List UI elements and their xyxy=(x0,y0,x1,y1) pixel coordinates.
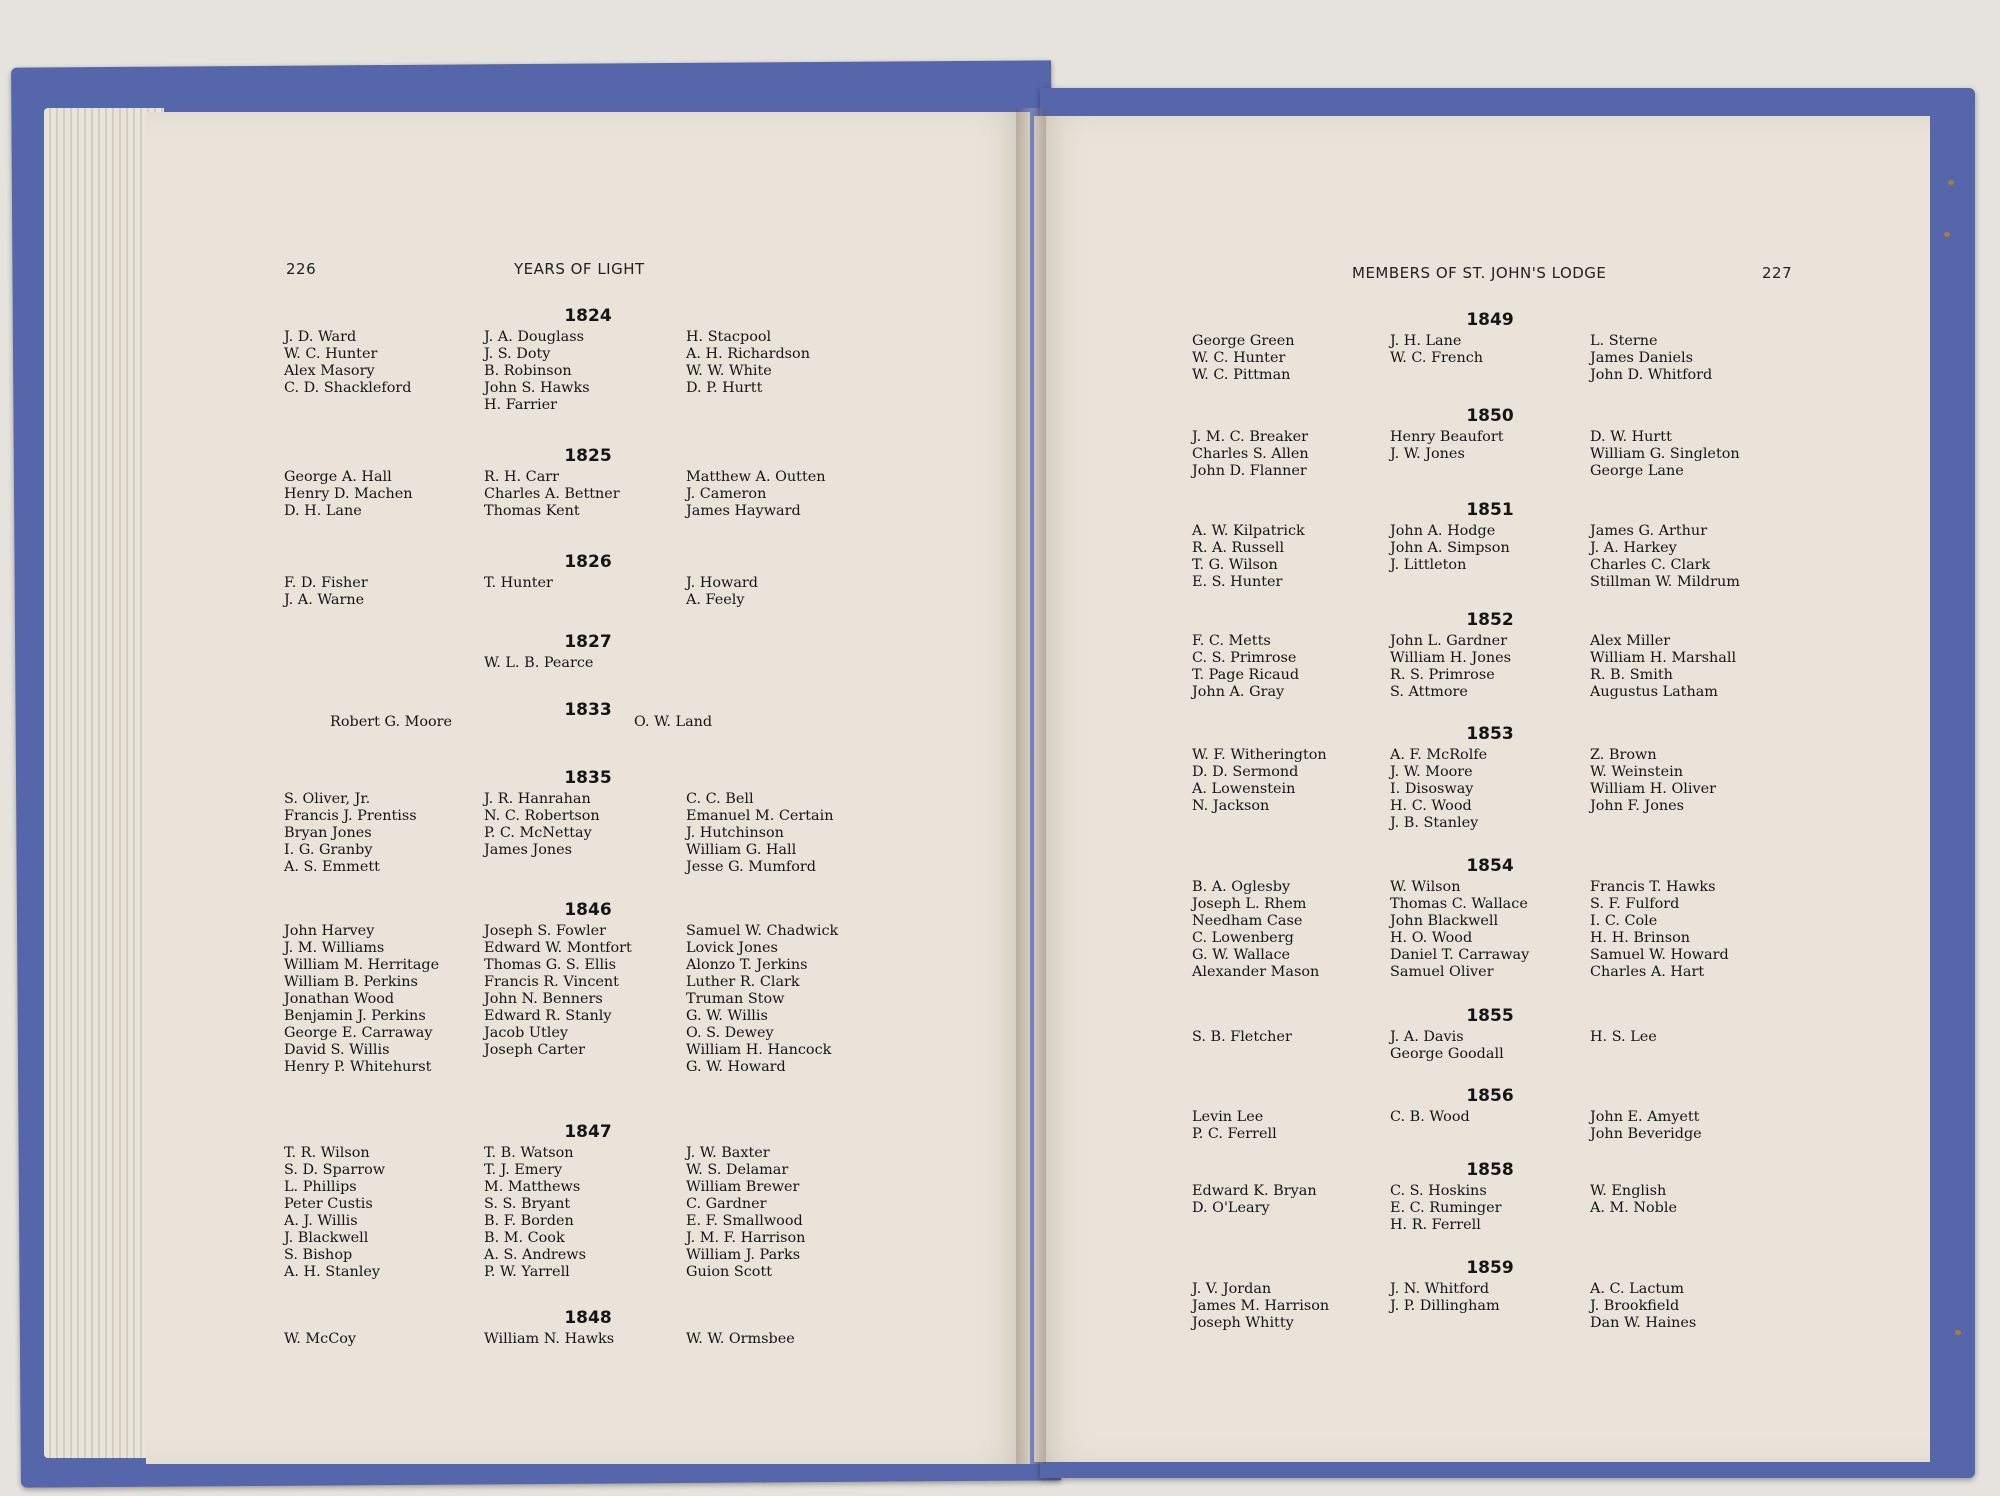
member-name: J. Hutchinson xyxy=(686,825,784,841)
member-name: J. B. Stanley xyxy=(1390,815,1479,831)
year-heading-1826: 1826 xyxy=(564,552,612,572)
member-name: Benjamin J. Perkins xyxy=(284,1008,426,1024)
name-column xyxy=(1192,633,1299,701)
name-column xyxy=(484,329,590,414)
member-name: Joseph Carter xyxy=(484,1042,586,1058)
member-name: A. S. Emmett xyxy=(284,859,380,875)
member-name: C. D. Shackleford xyxy=(284,380,412,396)
name-column xyxy=(1390,879,1529,981)
name-column xyxy=(1590,633,1736,701)
name-column xyxy=(1192,1029,1292,1046)
member-name: Dan W. Haines xyxy=(1590,1315,1697,1331)
name-column xyxy=(686,469,826,520)
member-name: C. Lowenberg xyxy=(1192,930,1294,946)
member-name: John A. Gray xyxy=(1192,684,1285,700)
member-name: M. Matthews xyxy=(484,1179,581,1195)
member-name: I. C. Cole xyxy=(1590,913,1658,929)
member-name: T. Hunter xyxy=(484,575,553,591)
member-name: H. Stacpool xyxy=(686,329,772,345)
year-heading-1855: 1855 xyxy=(1466,1006,1514,1026)
name-column xyxy=(1590,1183,1677,1217)
member-name: Henry P. Whitehurst xyxy=(284,1059,432,1075)
name-column xyxy=(484,791,600,859)
name-column xyxy=(1192,1281,1329,1332)
member-name: W. W. White xyxy=(686,363,772,379)
member-name: John A. Hodge xyxy=(1390,523,1496,539)
member-name: Robert G. Moore xyxy=(330,714,453,730)
name-column xyxy=(284,1331,356,1348)
name-column xyxy=(1590,1109,1702,1143)
member-name: Peter Custis xyxy=(284,1196,373,1212)
name-column xyxy=(1192,1109,1277,1143)
member-name: J. S. Doty xyxy=(484,346,551,362)
member-name: Henry Beaufort xyxy=(1390,429,1504,445)
member-name: Alex Miller xyxy=(1590,633,1671,649)
member-name: F. D. Fisher xyxy=(284,575,368,591)
year-heading-1858: 1858 xyxy=(1466,1160,1514,1180)
member-name: W. W. Ormsbee xyxy=(686,1331,795,1347)
member-name: J. A. Douglass xyxy=(484,329,584,345)
name-column xyxy=(1390,333,1483,367)
member-name: H. O. Wood xyxy=(1390,930,1473,946)
member-name: W. C. Pittman xyxy=(1192,367,1291,383)
name-column xyxy=(1390,1109,1470,1126)
member-name: Truman Stow xyxy=(686,991,785,1007)
member-name: C. B. Wood xyxy=(1390,1109,1470,1125)
name-column xyxy=(1390,1029,1504,1063)
name-column xyxy=(1192,429,1309,480)
member-name: George Green xyxy=(1192,333,1295,349)
member-name: John D. Whitford xyxy=(1590,367,1713,383)
member-name: John Beveridge xyxy=(1590,1126,1702,1142)
member-name: Francis R. Vincent xyxy=(484,974,619,990)
foxing-spot xyxy=(1944,232,1950,237)
year-heading-1854: 1854 xyxy=(1466,856,1514,876)
member-name: John F. Jones xyxy=(1590,798,1685,814)
member-name: Matthew A. Outten xyxy=(686,469,826,485)
left-page-number: 226 xyxy=(286,260,317,278)
name-column xyxy=(484,1331,614,1348)
member-name: W. S. Delamar xyxy=(686,1162,789,1178)
year-heading-1824: 1824 xyxy=(564,306,612,326)
member-name: J. N. Whitford xyxy=(1390,1281,1490,1297)
member-name: Joseph S. Fowler xyxy=(484,923,607,939)
member-name: D. W. Hurtt xyxy=(1590,429,1672,445)
member-name: John Blackwell xyxy=(1390,913,1499,929)
year-heading-1856: 1856 xyxy=(1466,1086,1514,1106)
member-name: J. Howard xyxy=(686,575,759,591)
year-heading-1847: 1847 xyxy=(564,1122,612,1142)
member-name: S. Attmore xyxy=(1390,684,1468,700)
name-column xyxy=(284,575,368,609)
member-name: Henry D. Machen xyxy=(284,486,413,502)
member-name: Augustus Latham xyxy=(1590,684,1718,700)
right-page xyxy=(1034,116,1930,1462)
member-name: A. F. McRolfe xyxy=(1390,747,1488,763)
member-name: P. C. Ferrell xyxy=(1192,1126,1277,1142)
member-name: G. W. Howard xyxy=(686,1059,786,1075)
member-name: T. J. Emery xyxy=(484,1162,563,1178)
member-name: John Harvey xyxy=(284,923,375,939)
member-name: J. Blackwell xyxy=(284,1230,369,1246)
member-name: E. S. Hunter xyxy=(1192,574,1283,590)
member-name: O. S. Dewey xyxy=(686,1025,774,1041)
name-column xyxy=(1590,747,1716,815)
foxing-spot xyxy=(1948,180,1954,185)
member-name: Charles A. Hart xyxy=(1590,964,1705,980)
member-name: Samuel Oliver xyxy=(1390,964,1494,980)
member-name: J. P. Dillingham xyxy=(1390,1298,1500,1314)
name-column xyxy=(1390,1183,1502,1234)
member-name: Francis J. Prentiss xyxy=(284,808,417,824)
member-name: D. D. Sermond xyxy=(1192,764,1299,780)
member-name: B. Robinson xyxy=(484,363,572,379)
member-name: S. S. Bryant xyxy=(484,1196,571,1212)
member-name: J. Littleton xyxy=(1390,557,1467,573)
name-column xyxy=(484,655,593,672)
name-column xyxy=(1590,879,1729,981)
name-column xyxy=(284,923,439,1076)
member-name: James Hayward xyxy=(686,503,801,519)
member-name: William H. Hancock xyxy=(686,1042,832,1058)
member-name: George A. Hall xyxy=(284,469,392,485)
year-heading-1848: 1848 xyxy=(564,1308,612,1328)
member-name: Needham Case xyxy=(1192,913,1303,929)
member-name: A. H. Richardson xyxy=(686,346,810,362)
member-name: D. H. Lane xyxy=(284,503,362,519)
member-name: R. S. Primrose xyxy=(1390,667,1495,683)
member-name: David S. Willis xyxy=(284,1042,390,1058)
member-name: William B. Perkins xyxy=(284,974,418,990)
member-name: H. S. Lee xyxy=(1590,1029,1657,1045)
name-column xyxy=(1390,633,1511,701)
year-heading-1851: 1851 xyxy=(1466,500,1514,520)
member-name: F. C. Metts xyxy=(1192,633,1271,649)
name-column xyxy=(1192,879,1319,981)
member-name: R. H. Carr xyxy=(484,469,560,485)
member-name: L. Sterne xyxy=(1590,333,1658,349)
member-name: W. C. French xyxy=(1390,350,1484,366)
member-name: James Jones xyxy=(484,842,573,858)
book-gutter xyxy=(1016,108,1046,1464)
year-heading-1849: 1849 xyxy=(1466,310,1514,330)
member-name: William H. Jones xyxy=(1390,650,1512,666)
member-name: John D. Flanner xyxy=(1192,463,1307,479)
member-name: J. W. Baxter xyxy=(686,1145,770,1161)
member-name: S. D. Sparrow xyxy=(284,1162,386,1178)
member-name: J. A. Warne xyxy=(284,592,365,608)
name-column xyxy=(284,469,413,520)
year-heading-1850: 1850 xyxy=(1466,406,1514,426)
name-column xyxy=(484,469,620,520)
member-name: L. Phillips xyxy=(284,1179,357,1195)
member-name: J. Brookfield xyxy=(1590,1298,1680,1314)
member-name: Jacob Utley xyxy=(484,1025,569,1041)
member-name: William J. Parks xyxy=(686,1247,801,1263)
year-heading-1827: 1827 xyxy=(564,632,612,652)
member-name: Jesse G. Mumford xyxy=(686,859,817,875)
member-name: William H. Marshall xyxy=(1590,650,1737,666)
member-name: Bryan Jones xyxy=(284,825,372,841)
member-name: O. W. Land xyxy=(634,714,713,730)
member-name: C. C. Bell xyxy=(686,791,754,807)
member-name: E. C. Ruminger xyxy=(1390,1200,1502,1216)
member-name: Alex Masory xyxy=(284,363,375,379)
member-name: C. S. Hoskins xyxy=(1390,1183,1487,1199)
member-name: G. W. Wallace xyxy=(1192,947,1291,963)
member-name: W. English xyxy=(1590,1183,1667,1199)
right-page-number: 227 xyxy=(1762,264,1793,282)
year-heading-1852: 1852 xyxy=(1466,610,1514,630)
name-column xyxy=(686,923,838,1076)
name-column xyxy=(1590,1281,1696,1332)
member-name: J. M. C. Breaker xyxy=(1192,429,1308,445)
member-name: John S. Hawks xyxy=(484,380,590,396)
member-name: Francis T. Hawks xyxy=(1590,879,1716,895)
right-running-head: MEMBERS OF ST. JOHN'S LODGE xyxy=(1352,264,1607,282)
member-name: Emanuel M. Certain xyxy=(686,808,834,824)
name-column xyxy=(1390,429,1504,463)
year-heading-1825: 1825 xyxy=(564,446,612,466)
member-name: William H. Oliver xyxy=(1590,781,1716,797)
name-column xyxy=(686,575,758,609)
name-column xyxy=(1390,1281,1500,1315)
member-name: Charles S. Allen xyxy=(1192,446,1309,462)
member-name: S. B. Fletcher xyxy=(1192,1029,1292,1045)
member-name: T. B. Watson xyxy=(484,1145,574,1161)
name-column xyxy=(1192,747,1327,815)
member-name: James M. Harrison xyxy=(1192,1298,1330,1314)
member-name: Edward W. Montfort xyxy=(484,940,632,956)
member-name: J. A. Davis xyxy=(1390,1029,1464,1045)
member-name: William G. Hall xyxy=(686,842,797,858)
member-name: A. J. Willis xyxy=(284,1213,358,1229)
name-column xyxy=(1390,747,1487,832)
member-name: I. G. Granby xyxy=(284,842,373,858)
member-name: G. W. Willis xyxy=(686,1008,768,1024)
member-name: Thomas G. S. Ellis xyxy=(484,957,617,973)
member-name: William G. Singleton xyxy=(1590,446,1740,462)
member-name: William N. Hawks xyxy=(484,1331,615,1347)
member-name: Levin Lee xyxy=(1192,1109,1264,1125)
member-name: J. V. Jordan xyxy=(1192,1281,1272,1297)
member-name: H. R. Ferrell xyxy=(1390,1217,1481,1233)
member-name: J. H. Lane xyxy=(1390,333,1462,349)
year-heading-1859: 1859 xyxy=(1466,1258,1514,1278)
member-name: H. Farrier xyxy=(484,397,558,413)
member-name: John E. Amyett xyxy=(1590,1109,1700,1125)
name-column xyxy=(1590,429,1740,480)
member-name: C. Gardner xyxy=(686,1196,767,1212)
member-name: J. R. Hanrahan xyxy=(484,791,591,807)
name-column xyxy=(284,1145,385,1281)
member-name: James G. Arthur xyxy=(1590,523,1708,539)
member-name: Jonathan Wood xyxy=(284,991,395,1007)
member-name: George E. Carraway xyxy=(284,1025,433,1041)
member-name: S. Oliver, Jr. xyxy=(284,791,371,807)
member-name: Samuel W. Howard xyxy=(1590,947,1729,963)
year-heading-1835: 1835 xyxy=(564,768,612,788)
name-column xyxy=(484,923,632,1059)
name-column xyxy=(686,1331,795,1348)
member-name: S. F. Fulford xyxy=(1590,896,1680,912)
member-name: J. M. Williams xyxy=(284,940,385,956)
member-name: George Lane xyxy=(1590,463,1684,479)
name-column xyxy=(634,714,712,731)
member-name: Alexander Mason xyxy=(1192,964,1320,980)
member-name: A. S. Andrews xyxy=(484,1247,587,1263)
name-column xyxy=(1192,523,1305,591)
name-column xyxy=(686,791,833,876)
member-name: J. D. Ward xyxy=(284,329,357,345)
member-name: Thomas C. Wallace xyxy=(1390,896,1528,912)
year-heading-1833: 1833 xyxy=(564,700,612,720)
member-name: S. Bishop xyxy=(284,1247,353,1263)
member-name: Luther R. Clark xyxy=(686,974,800,990)
member-name: E. F. Smallwood xyxy=(686,1213,803,1229)
member-name: N. C. Robertson xyxy=(484,808,600,824)
member-name: H. H. Brinson xyxy=(1590,930,1691,946)
member-name: W. L. B. Pearce xyxy=(484,655,594,671)
member-name: T. G. Wilson xyxy=(1192,557,1278,573)
member-name: W. Wilson xyxy=(1390,879,1461,895)
member-name: W. C. Hunter xyxy=(284,346,378,362)
member-name: J. M. F. Harrison xyxy=(686,1230,806,1246)
member-name: James Daniels xyxy=(1590,350,1693,366)
member-name: H. C. Wood xyxy=(1390,798,1472,814)
member-name: P. C. McNettay xyxy=(484,825,592,841)
member-name: William M. Herritage xyxy=(284,957,440,973)
member-name: R. B. Smith xyxy=(1590,667,1673,683)
name-column xyxy=(1590,1029,1657,1046)
member-name: Daniel T. Carraway xyxy=(1390,947,1530,963)
member-name: W. F. Witherington xyxy=(1192,747,1327,763)
member-name: Alonzo T. Jerkins xyxy=(686,957,808,973)
member-name: John A. Simpson xyxy=(1390,540,1510,556)
member-name: A. H. Stanley xyxy=(284,1264,380,1280)
member-name: R. A. Russell xyxy=(1192,540,1285,556)
member-name: B. A. Oglesby xyxy=(1192,879,1291,895)
member-name: Edward K. Bryan xyxy=(1192,1183,1317,1199)
member-name: N. Jackson xyxy=(1192,798,1270,814)
member-name: George Goodall xyxy=(1390,1046,1504,1062)
name-column xyxy=(484,1145,586,1281)
name-column xyxy=(330,714,452,731)
member-name: A. C. Lactum xyxy=(1590,1281,1685,1297)
member-name: Stillman W. Mildrum xyxy=(1590,574,1740,590)
member-name: Lovick Jones xyxy=(686,940,778,956)
name-column xyxy=(284,791,417,876)
member-name: A. M. Noble xyxy=(1590,1200,1678,1216)
left-page xyxy=(146,112,1030,1464)
member-name: Charles A. Bettner xyxy=(484,486,620,502)
member-name: W. C. Hunter xyxy=(1192,350,1286,366)
member-name: Edward R. Stanly xyxy=(484,1008,612,1024)
member-name: A. Feely xyxy=(686,592,745,608)
member-name: Joseph Whitty xyxy=(1192,1315,1294,1331)
member-name: B. M. Cook xyxy=(484,1230,565,1246)
member-name: Samuel W. Chadwick xyxy=(686,923,839,939)
member-name: William Brewer xyxy=(686,1179,800,1195)
member-name: T. Page Ricaud xyxy=(1192,667,1300,683)
member-name: A. W. Kilpatrick xyxy=(1192,523,1305,539)
member-name: John N. Benners xyxy=(484,991,603,1007)
name-column xyxy=(686,1145,805,1281)
year-heading-1846: 1846 xyxy=(564,900,612,920)
member-name: W. McCoy xyxy=(284,1331,357,1347)
member-name: B. F. Borden xyxy=(484,1213,574,1229)
member-name: D. O'Leary xyxy=(1192,1200,1270,1216)
member-name: Charles C. Clark xyxy=(1590,557,1711,573)
name-column xyxy=(1590,523,1740,591)
foxing-spot xyxy=(1955,1330,1961,1335)
member-name: J. W. Moore xyxy=(1390,764,1473,780)
name-column xyxy=(1192,333,1295,384)
name-column xyxy=(1390,523,1510,574)
member-name: Thomas Kent xyxy=(484,503,580,519)
member-name: J. W. Jones xyxy=(1390,446,1465,462)
member-name: Joseph L. Rhem xyxy=(1192,896,1307,912)
member-name: Guion Scott xyxy=(686,1264,773,1280)
left-running-head: YEARS OF LIGHT xyxy=(514,260,645,278)
member-name: John L. Gardner xyxy=(1390,633,1508,649)
member-name: Z. Brown xyxy=(1590,747,1657,763)
year-heading-1853: 1853 xyxy=(1466,724,1514,744)
member-name: I. Disosway xyxy=(1390,781,1474,797)
member-name: W. Weinstein xyxy=(1590,764,1683,780)
member-name: P. W. Yarrell xyxy=(484,1264,570,1280)
name-column xyxy=(1192,1183,1317,1217)
member-name: T. R. Wilson xyxy=(284,1145,370,1161)
name-column xyxy=(1590,333,1712,384)
member-name: C. S. Primrose xyxy=(1192,650,1297,666)
name-column xyxy=(686,329,810,397)
name-column xyxy=(284,329,412,397)
member-name: A. Lowenstein xyxy=(1192,781,1296,797)
name-column xyxy=(484,575,553,592)
member-name: D. P. Hurtt xyxy=(686,380,763,396)
member-name: J. Cameron xyxy=(686,486,767,502)
member-name: J. A. Harkey xyxy=(1590,540,1677,556)
